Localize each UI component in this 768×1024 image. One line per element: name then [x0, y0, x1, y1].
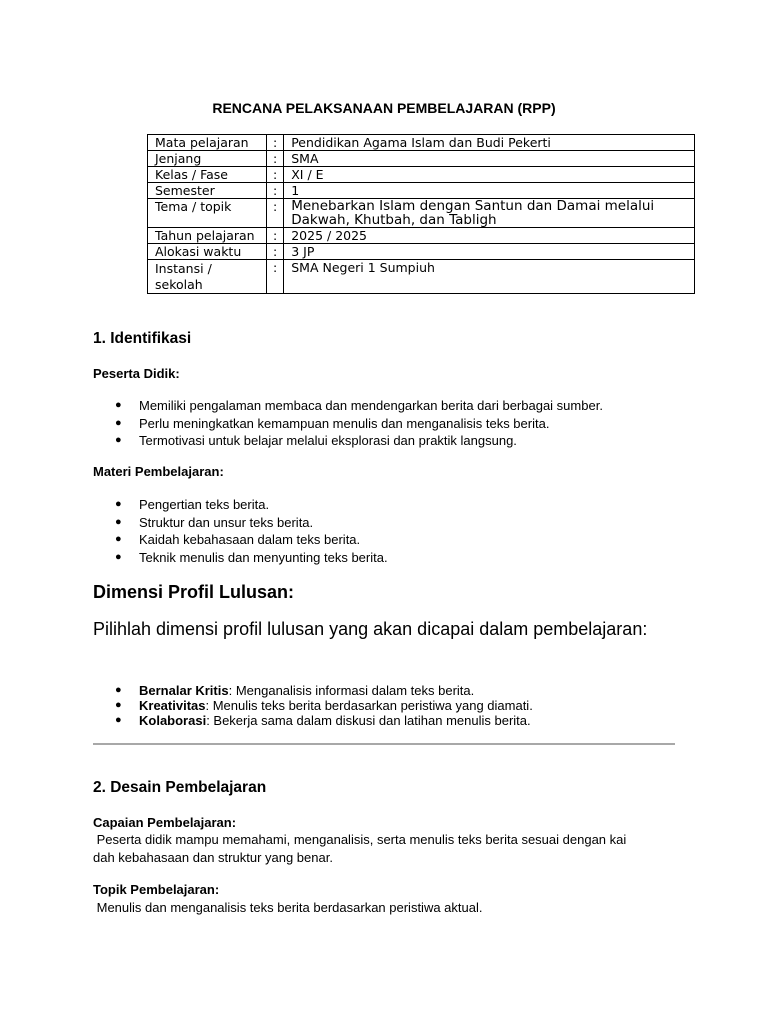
row-separator: :: [267, 183, 284, 199]
row-label: Kelas / Fase: [148, 167, 267, 183]
list-item: [93, 713, 693, 728]
list-item-text: Pengertian teks berita.: [139, 497, 270, 512]
row-separator: :: [267, 260, 284, 294]
bullet-icon: ●: [115, 399, 122, 411]
row-label: Alokasi waktu: [148, 244, 267, 260]
topik-text: Menulis dan menganalisis teks berita berdasarkan peristiwa aktual.: [93, 900, 483, 915]
bullet-icon: ●: [115, 434, 122, 446]
dimensi-heading: Dimensi Profil Lulusan:: [93, 582, 295, 602]
table-row: [148, 228, 695, 244]
row-label: Semester: [148, 183, 267, 199]
row-separator: :: [267, 228, 284, 244]
list-item: [93, 415, 693, 433]
bullet-icon: ●: [115, 714, 122, 726]
list-item: [93, 549, 693, 567]
dimensi-prompt: Pilihlah dimensi profil lulusan yang akan dicapai dalam pembelajaran:: [93, 619, 648, 639]
dimensi-term: Bernalar Kritis: [139, 683, 229, 698]
row-label: Instansi / sekolah: [148, 260, 267, 294]
row-separator: :: [267, 167, 284, 183]
table-row: [148, 244, 695, 260]
bullet-icon: ●: [115, 550, 122, 563]
row-value: 1: [284, 183, 695, 199]
list-item-text: Memiliki pengalaman membaca dan mendengarkan berita dari berbagai sumber.: [139, 398, 603, 413]
row-separator: :: [267, 151, 284, 167]
materi-list: [93, 496, 693, 566]
list-item: [93, 683, 693, 698]
table-row: [148, 183, 695, 199]
subheading-topik: Topik Pembelajaran:: [93, 882, 220, 897]
table-row: [148, 199, 695, 228]
subheading-materi: Materi Pembelajaran:: [93, 464, 224, 479]
row-value: Pendidikan Agama Islam dan Budi Pekerti: [284, 135, 695, 151]
row-label: Mata pelajaran: [148, 135, 267, 151]
row-value: 3 JP: [284, 244, 695, 260]
row-value: SMA Negeri 1 Sumpiuh: [284, 260, 695, 294]
capaian-line-1: Peserta didik mampu memahami, menganalisis, serta menulis teks berita sesuai dengan kai: [93, 832, 627, 847]
list-item: [93, 698, 693, 713]
list-item: [93, 496, 693, 514]
row-label: Tema / topik: [148, 199, 267, 228]
dimensi-desc: : Bekerja sama dalam diskusi dan latihan menulis berita.: [206, 713, 531, 728]
bullet-icon: ●: [115, 684, 122, 696]
section-heading-desain: 2. Desain Pembelajaran: [93, 779, 267, 796]
dimensi-term: Kolaborasi: [139, 713, 207, 728]
list-item-text: Kaidah kebahasaan dalam teks berita.: [139, 532, 361, 547]
capaian-line-2: dah kebahasaan dan struktur yang benar.: [93, 850, 333, 865]
row-separator: :: [267, 199, 284, 228]
bullet-icon: ●: [115, 699, 122, 711]
info-table: [147, 134, 695, 294]
list-item: [93, 514, 693, 532]
bullet-icon: ●: [115, 498, 122, 510]
document-title: RENCANA PELAKSANAAN PEMBELAJARAN (RPP): [212, 100, 556, 116]
list-item: [93, 432, 693, 450]
row-label: Jenjang: [148, 151, 267, 167]
row-separator: :: [267, 135, 284, 151]
dimensi-desc: : Menulis teks berita berdasarkan peristiwa yang diamati.: [205, 698, 533, 713]
row-separator: :: [267, 244, 284, 260]
subheading-peserta-didik: Peserta Didik:: [93, 366, 180, 381]
list-item-text: Teknik menulis dan menyunting teks berita.: [139, 549, 388, 565]
subheading-capaian: Capaian Pembelajaran:: [93, 815, 237, 830]
row-value: 2025 / 2025: [284, 228, 695, 244]
bullet-icon: ●: [115, 533, 122, 545]
row-value: XI / E: [284, 167, 695, 183]
dimensi-list: [93, 683, 693, 728]
list-item: [93, 531, 693, 549]
section-heading-identifikasi: 1. Identifikasi: [93, 330, 192, 347]
row-label: Tahun pelajaran: [148, 228, 267, 244]
list-item: [93, 397, 693, 415]
dimensi-desc: : Menganalisis informasi dalam teks berita.: [228, 683, 475, 698]
dimensi-term: Kreativitas: [139, 698, 206, 713]
row-value: SMA: [284, 151, 695, 167]
table-row: [148, 151, 695, 167]
list-item-text: Struktur dan unsur teks berita.: [139, 514, 314, 530]
list-item-text: Perlu meningkatkan kemampuan menulis dan menganalisis teks berita.: [139, 415, 550, 431]
table-row: [148, 167, 695, 183]
table-row: [148, 260, 695, 294]
table-row: [148, 135, 695, 151]
peserta-didik-list: [93, 397, 693, 450]
horizontal-divider: [93, 743, 675, 745]
bullet-icon: ●: [115, 416, 122, 429]
row-value: Menebarkan Islam dengan Santun dan Damai melalui Dakwah, Khutbah, dan Tabligh: [284, 199, 695, 228]
bullet-icon: ●: [115, 515, 122, 528]
list-item-text: Termotivasi untuk belajar melalui eksplorasi dan praktik langsung.: [139, 433, 517, 448]
